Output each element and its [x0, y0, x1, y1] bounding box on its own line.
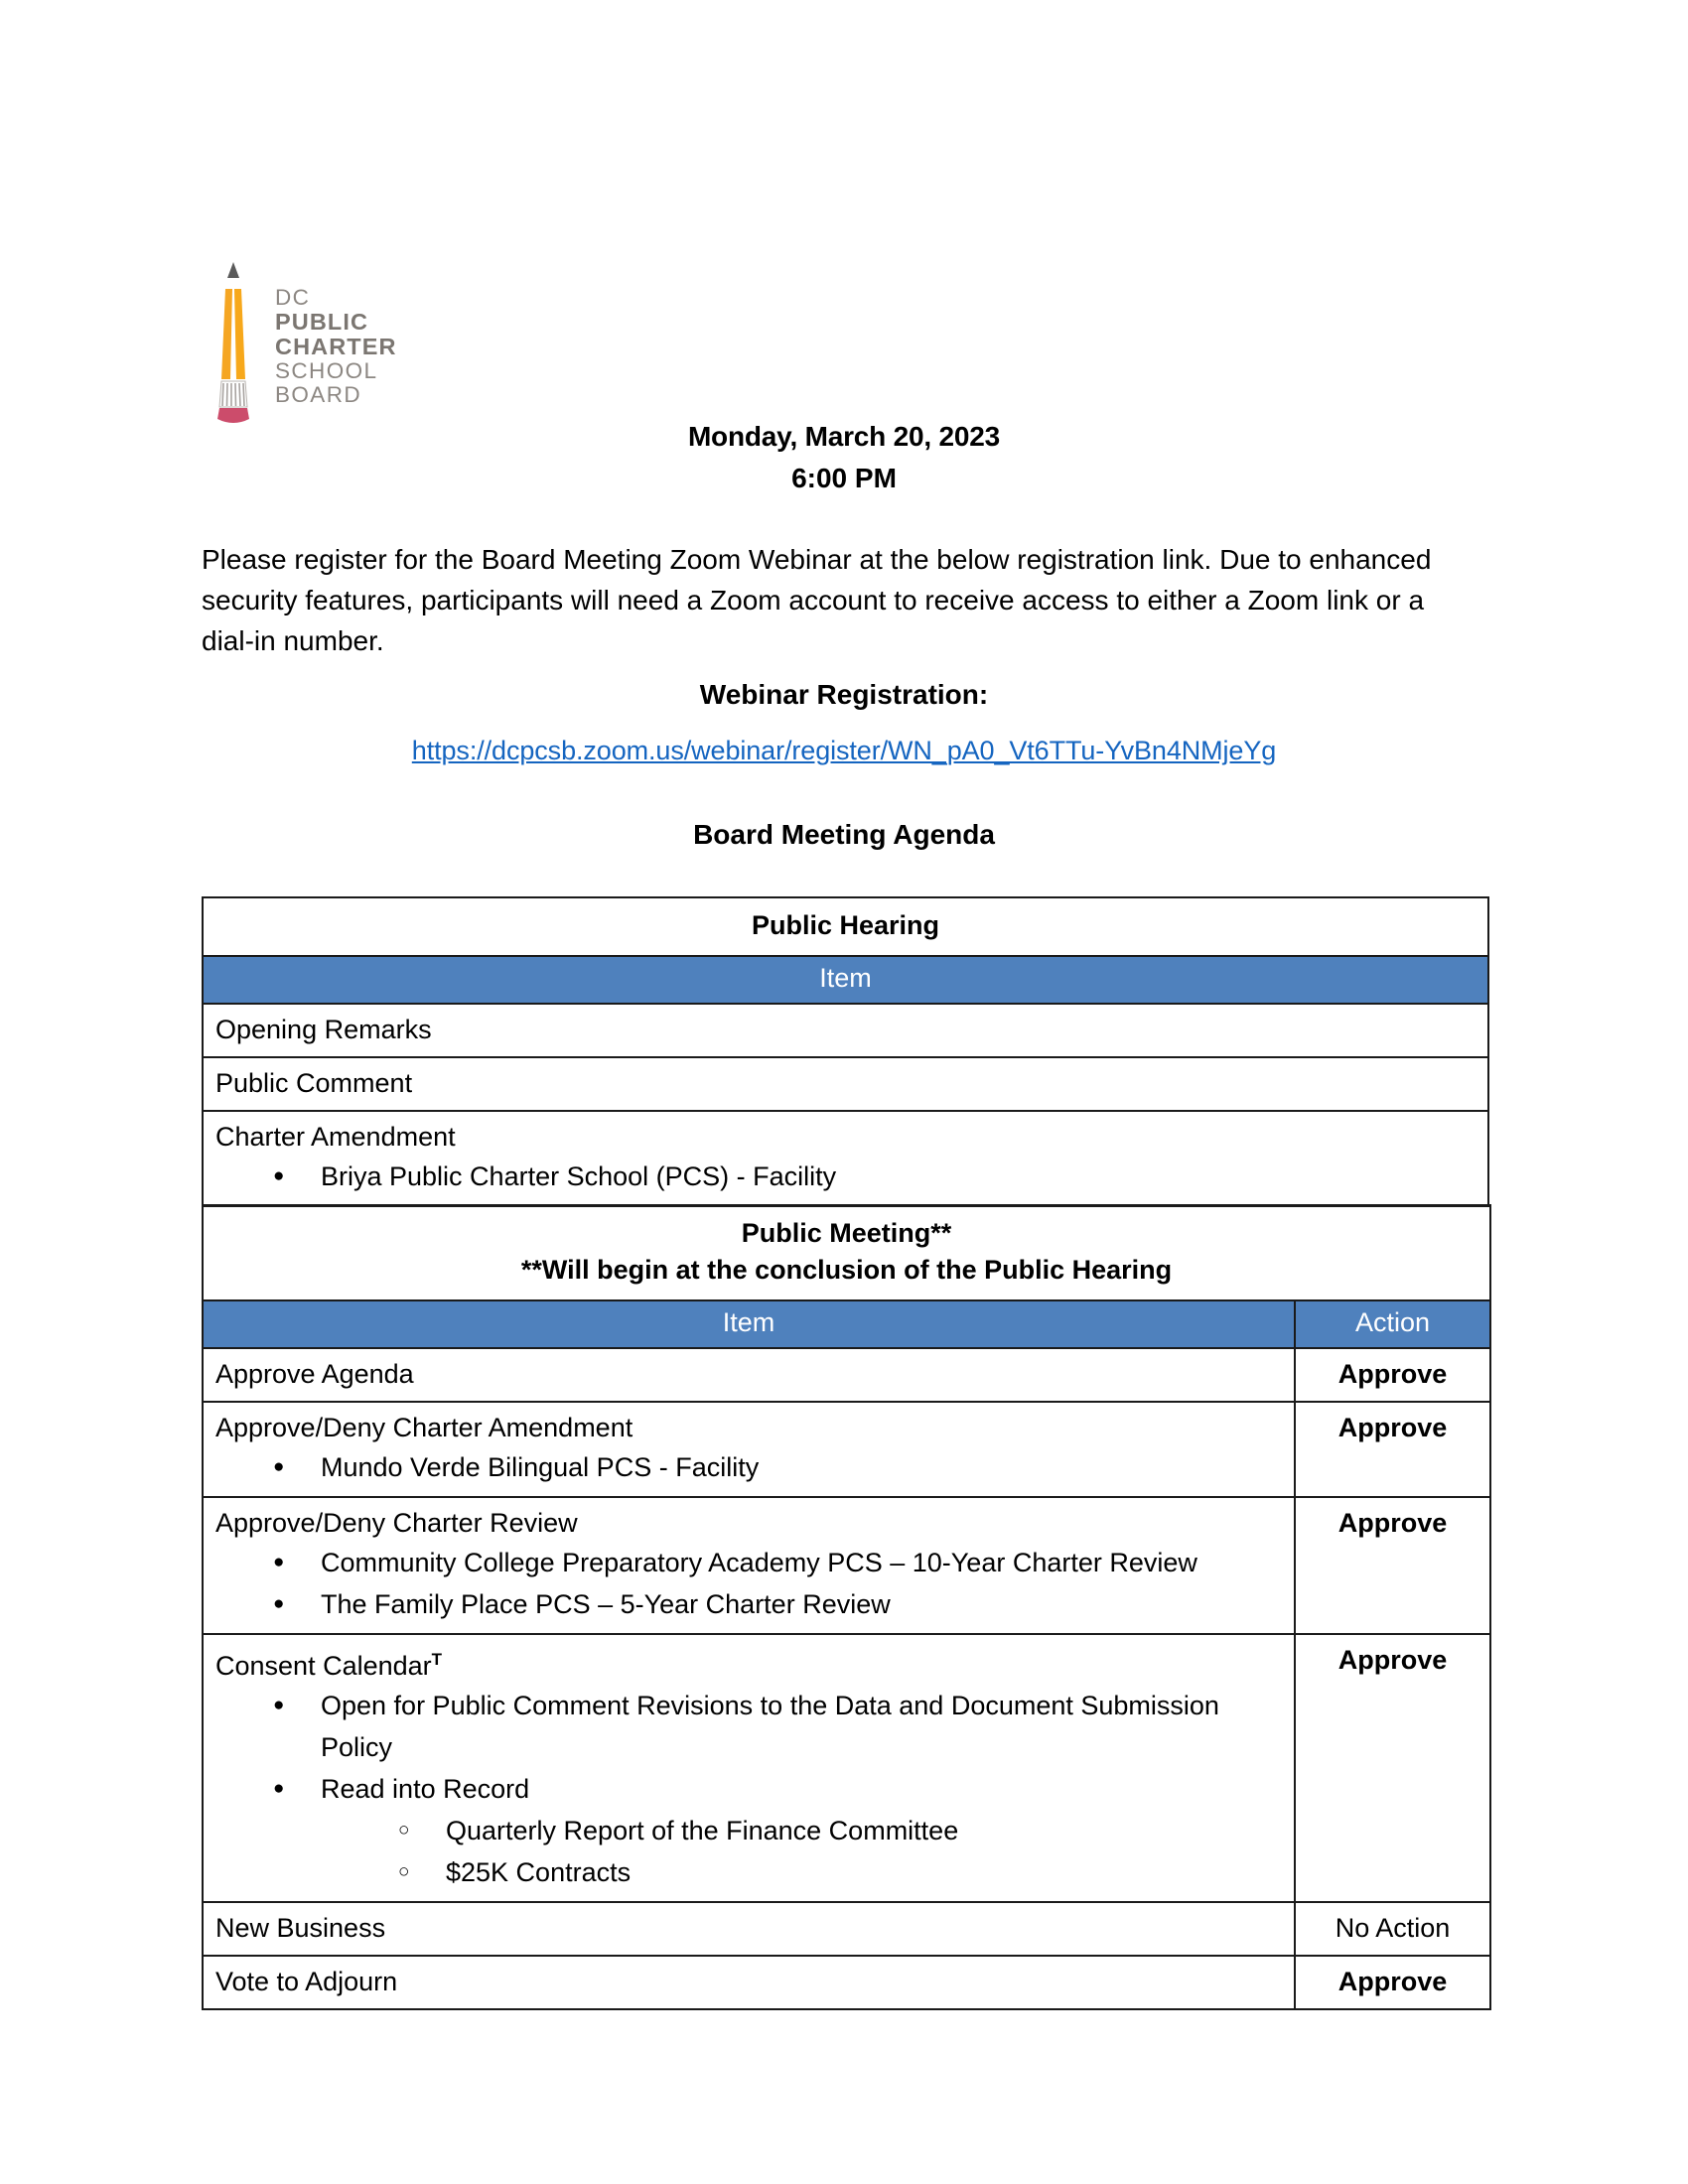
item-label: Opening Remarks — [215, 1015, 432, 1044]
sub-list-item: ○ $25K Contracts — [398, 1851, 1284, 1893]
row-item-consent-calendar — [203, 1634, 1295, 1902]
table-title-row — [203, 1205, 1490, 1300]
table-row — [203, 1111, 1488, 1206]
board-meeting-agenda-heading: Board Meeting Agenda — [693, 819, 995, 850]
item-label: New Business — [215, 1913, 386, 1943]
item-label: Approve Agenda — [215, 1359, 414, 1389]
list-item — [273, 1768, 1284, 1893]
list-item: ● The Family Place PCS – 5-Year Charter Review — [273, 1583, 1284, 1625]
list-item: ● Open for Public Comment Revisions to the Data and Document Submission Policy — [273, 1685, 1284, 1768]
item-bullet-list — [215, 1685, 1284, 1893]
item-label: Consent Calendar — [215, 1651, 432, 1681]
row-item-charter-review — [203, 1497, 1295, 1634]
list-item-label: Read into Record — [321, 1774, 530, 1804]
item-label: Public Comment — [215, 1068, 413, 1098]
registration-link-row — [0, 736, 1688, 766]
pencil-icon — [204, 256, 263, 435]
webinar-registration-heading: Webinar Registration: — [699, 679, 989, 710]
row-item-vote-to-adjourn — [203, 1956, 1295, 2009]
dcpcsb-logo — [204, 256, 531, 435]
item-label-wrap — [215, 1641, 1284, 1685]
meeting-date: Monday, March 20, 2023 — [687, 421, 1001, 452]
public-meeting-table — [202, 1204, 1491, 2010]
logo-line-public: PUBLIC — [275, 309, 369, 336]
list-item: ● Briya Public Charter School (PCS) - Facility — [273, 1156, 1477, 1197]
public-meeting-title-line2: **Will begin at the conclusion of the Public Hearing — [520, 1255, 1173, 1285]
sub-list-item: ○ Quarterly Report of the Finance Committee — [398, 1810, 1284, 1851]
row-action-consent-calendar: Approve — [1295, 1634, 1490, 1902]
item-sub-bullet-list — [321, 1810, 1284, 1893]
logo-wordmark — [275, 286, 523, 407]
intro-paragraph: Please register for the Board Meeting Zoom Webinar at the below registration link. Due to enhanced security features, participants will need a Zoom account to receive access to either a Zoom link or a dial-in number. — [202, 544, 1432, 656]
logo-line-dc: DC — [275, 285, 311, 310]
item-bullet-list — [215, 1156, 1477, 1197]
row-item-charter-amendment — [203, 1111, 1488, 1206]
list-item: ● Community College Preparatory Academy PCS – 10-Year Charter Review — [273, 1542, 1284, 1583]
row-action-charter-amendment: Approve — [1295, 1402, 1490, 1497]
logo-line-charter: CHARTER — [275, 334, 397, 360]
row-item-new-business — [203, 1902, 1295, 1956]
table-header-row — [203, 1300, 1490, 1348]
row-item-opening-remarks — [203, 1004, 1488, 1057]
table-row — [203, 1956, 1490, 2009]
table-row — [203, 1348, 1490, 1402]
column-header-item: Item — [203, 1300, 1295, 1348]
item-label: Approve/Deny Charter Amendment — [215, 1413, 633, 1442]
item-label: Vote to Adjourn — [215, 1967, 398, 1996]
column-header-action: Action — [1295, 1300, 1490, 1348]
table-row — [203, 1004, 1488, 1057]
row-item-approve-agenda — [203, 1348, 1295, 1402]
row-action-charter-review: Approve — [1295, 1497, 1490, 1634]
row-action-new-business: No Action — [1295, 1902, 1490, 1956]
table-row — [203, 1497, 1490, 1634]
item-bullet-list — [215, 1446, 1284, 1488]
logo-line-school: SCHOOL — [275, 358, 378, 384]
public-meeting-title-line1: Public Meeting** — [741, 1218, 952, 1248]
table-row — [203, 1057, 1488, 1111]
row-item-charter-amendment — [203, 1402, 1295, 1497]
table-row — [203, 1402, 1490, 1497]
public-hearing-table — [202, 896, 1489, 1207]
row-item-public-comment — [203, 1057, 1488, 1111]
table-title-row — [203, 897, 1488, 956]
public-meeting-title — [203, 1205, 1490, 1300]
column-header-item: Item — [203, 956, 1488, 1004]
public-hearing-title: Public Hearing — [203, 897, 1488, 956]
consent-calendar-footnote-marker: T — [431, 1650, 443, 1669]
item-bullet-list — [215, 1542, 1284, 1625]
item-label: Charter Amendment — [215, 1122, 456, 1152]
item-label: Approve/Deny Charter Review — [215, 1508, 578, 1538]
logo-line-board: BOARD — [275, 382, 362, 408]
row-action-approve-agenda: Approve — [1295, 1348, 1490, 1402]
row-action-vote-to-adjourn: Approve — [1295, 1956, 1490, 2009]
registration-link[interactable]: https://dcpcsb.zoom.us/webinar/register/WN_pA0_Vt6TTu-YvBn4NMjeYg — [411, 736, 1277, 765]
table-header-row — [203, 956, 1488, 1004]
list-item: ● Mundo Verde Bilingual PCS - Facility — [273, 1446, 1284, 1488]
meeting-time: 6:00 PM — [791, 463, 897, 493]
table-row — [203, 1634, 1490, 1902]
table-row — [203, 1902, 1490, 1956]
